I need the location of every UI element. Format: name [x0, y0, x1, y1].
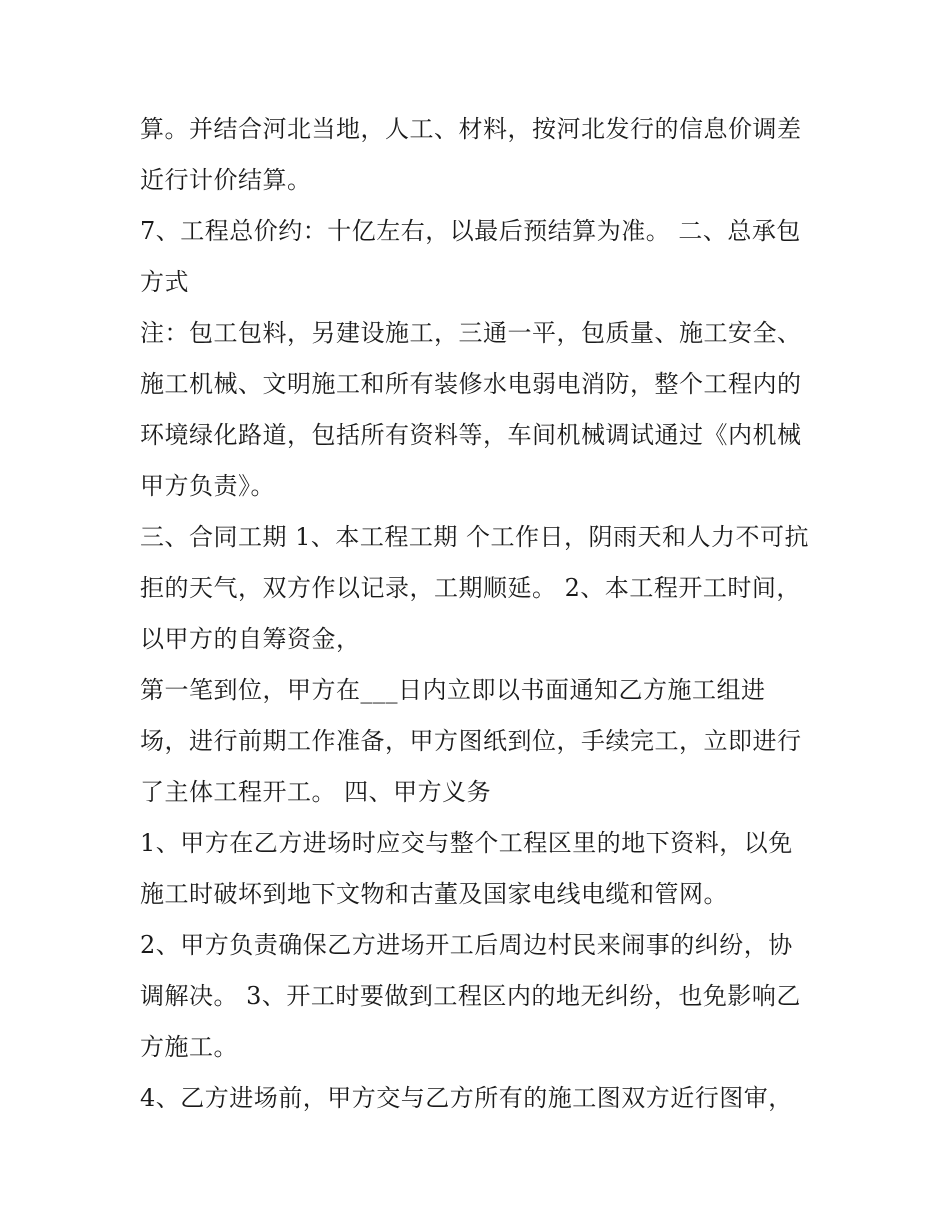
- text-line: 环境绿化路道，包括所有资料等，车间机械调试通过《内机械: [140, 421, 802, 449]
- text-line: 施工机械、文明施工和所有装修水电弱电消防，整个工程内的: [140, 370, 802, 398]
- document-body: [140, 104, 820, 1124]
- text-line: 算。并结合河北当地，人工、材料，按河北发行的信息价调差: [140, 115, 802, 143]
- text-line: 4、乙方进场前，甲方交与乙方所有的施工图双方近行图审，: [140, 1084, 793, 1112]
- text-line: 2、甲方负责确保乙方进场开工后周边村民来闹事的纠纷，协: [140, 931, 793, 959]
- text-line: 场，进行前期工作准备，甲方图纸到位，手续完工，立即进行: [140, 727, 802, 755]
- text-line: 方式: [140, 268, 189, 296]
- text-line: 拒的天气，双方作以记录，工期顺延。 2、本工程开工时间，: [140, 574, 801, 602]
- text-line: 7、工程总价约：十亿左右，以最后预结算为准。 二、总承包: [140, 217, 801, 245]
- text-line: 施工时破坏到地下文物和古董及国家电线电缆和管网。: [140, 880, 728, 908]
- text-line: 第一笔到位，甲方在___日内立即以书面通知乙方施工组进: [140, 676, 766, 704]
- text-line: 以甲方的自筹资金，: [140, 625, 361, 653]
- text-line: 近行计价结算。: [140, 166, 312, 194]
- text-line: 调解决。 3、开工时要做到工程区内的地无纠纷，也免影响乙: [140, 982, 801, 1010]
- text-line: 注：包工包料，另建设施工，三通一平，包质量、施工安全、: [140, 319, 802, 347]
- text-line: 了主体工程开工。 四、甲方义务: [140, 778, 492, 806]
- text-line: 方施工。: [140, 1033, 238, 1061]
- text-line: 三、合同工期 1、本工程工期 个工作日，阴雨天和人力不可抗: [140, 523, 810, 551]
- text-line: 甲方负责》。: [140, 472, 275, 500]
- text-line: 1、甲方在乙方进场时应交与整个工程区里的地下资料，以免: [140, 829, 793, 857]
